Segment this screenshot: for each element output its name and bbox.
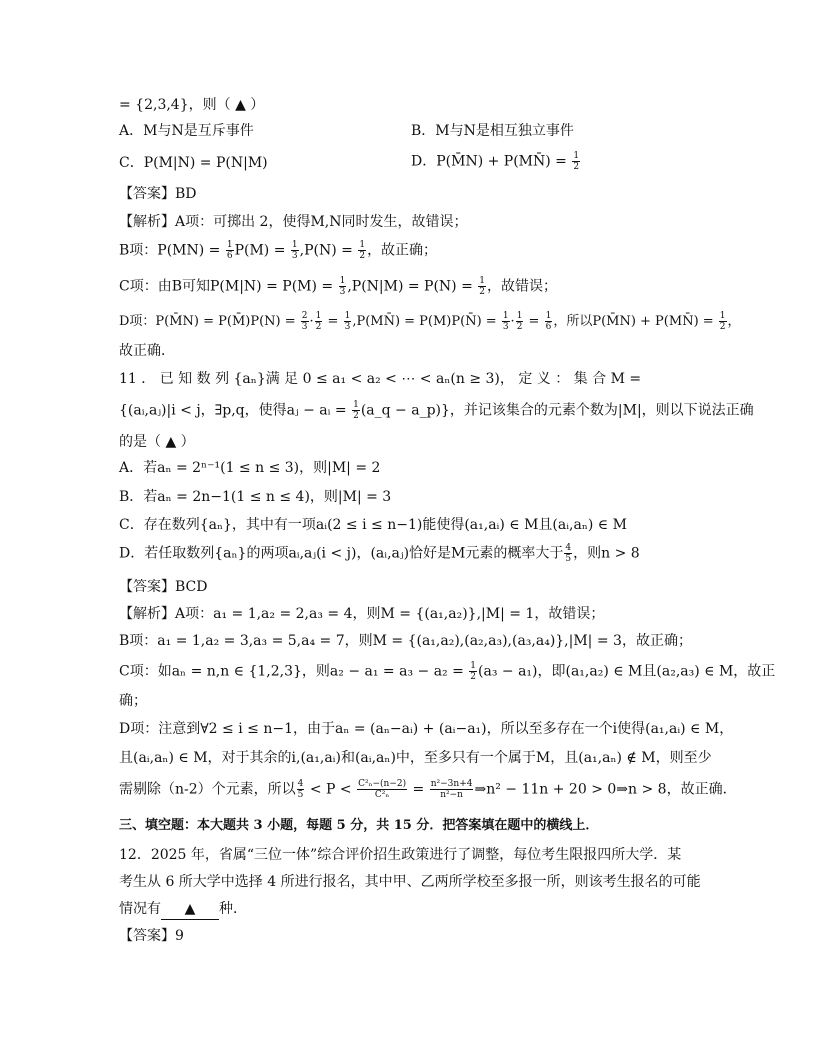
fraction: $\frac{1}{2}$ xyxy=(479,276,486,297)
q10-option-d: D．P(M̄N) + P(MN̄) = $\frac{1}{2}$ xyxy=(411,151,580,172)
q10-solution-conclusion: 故正确． xyxy=(119,343,175,359)
fraction: $\frac{1}{3}$ xyxy=(502,311,509,332)
q10-solution-c: C项：由B可知P(M|N) = P(M) = $\frac{1}{3}$ ,P(N|M) = P(N) = $\frac{1}{2}$ ，故错误； xyxy=(119,276,558,297)
q10-solution-b: B项：P(MN) = $\frac{1}{6}$ P(M) = $\frac{1}{3}$ ,P(N) = $\frac{1}{2}$ ，故正确； xyxy=(119,240,438,261)
q12-stem-line3: 情况有 ▲ 种． xyxy=(119,899,247,920)
q12-stem-line1: 12．2025 年，省属“三位一体”综合评价招生政策进行了调整，每位考生限报四所大学．某 xyxy=(119,847,682,863)
fraction: $\frac{1}{2}$ xyxy=(573,151,580,172)
answer-blank: ▲ xyxy=(161,899,219,920)
q12-stem-line2: 考生从 6 所大学中选择 4 所进行报名，其中甲、乙两所学校至多报一所，则该考生报名的可能 xyxy=(119,874,701,890)
q12-answer: 【答案】9 xyxy=(119,928,184,944)
fraction: $\frac{1}{2}$ xyxy=(353,400,359,421)
q10-answer: 【答案】BD xyxy=(119,186,197,202)
q11-solution-a: 【解析】A项：a₁ = 1,a₂ = 2,a₃ = 4，则M = {(a₁,a₂)},|M| = 1，故错误； xyxy=(119,606,605,622)
q11-option-d: D．若任取数列{aₙ}的两项aᵢ,aⱼ(i < j)，(aᵢ,aⱼ)恰好是M元素的概率大于 $\frac{4}{5}$ ，则n > 8 xyxy=(119,543,640,564)
fraction: $\frac{1}{2}$ xyxy=(315,311,322,332)
q10-option-b: B．M与N是相互独立事件 xyxy=(411,123,574,139)
q11-solution-c-cont: 确； xyxy=(119,693,147,709)
q10-option-c: C．P(M|N) = P(N|M) xyxy=(119,155,268,171)
q11-solution-d-line3: 需剔除（n-2）个元素，所以 $\frac{4}{5}$ < P < $\frac{\text{C²ₙ−(n−2)}}{\text{C²ₙ}}$ = $\frac{\text{n²−3n+4}}{\text{n²−n}}$ ⇒n² − 11n + 20 > 0⇒n > 8，故正确． xyxy=(119,779,737,800)
fraction: $\frac{4}{5}$ xyxy=(565,543,572,564)
q10-option-stem-tail: = {2,3,4}，则（ ▲ ） xyxy=(119,97,265,113)
fraction: $\frac{2}{3}$ xyxy=(301,311,308,332)
q11-stem-line1: 11 ． 已 知 数 列 {aₙ}满 足 0 ≤ a₁ < a₂ < ⋯ < aₙ(n ≥ 3)， 定 义 ： 集 合 M = xyxy=(119,371,642,387)
q11-solution-d-line1: D项：注意到∀2 ≤ i ≤ n−1，由于aₙ = (aₙ−aᵢ) + (aᵢ−a₁)，所以至多存在一个i使得(a₁,aᵢ) ∈ M， xyxy=(119,721,734,737)
q11-stem-line3: 的是（ ▲ ） xyxy=(119,434,195,450)
fraction: $\frac{1}{3}$ xyxy=(291,240,298,261)
q10-solution-d: D项：P(M̄N) = P(M̄)P(N) = $\frac{2}{3}$ · $\frac{1}{2}$ = $\frac{1}{3}$ ,P(MN̄) = P(M)P(N̄) = $\frac{1}{3}$ · $\frac{1}{2}$ = $\frac{1}{6}$ ，所以P(M̄N) + P(MN̄) = $\frac{1}{2}$ ， xyxy=(119,311,741,332)
fraction: $\frac{1}{6}$ xyxy=(226,240,233,261)
fraction: $\frac{1}{2}$ xyxy=(516,311,523,332)
q11-option-b: B．若aₙ = 2n−1(1 ≤ n ≤ 4)，则|M| = 3 xyxy=(119,489,392,505)
q11-option-a: A．若aₙ = 2ⁿ⁻¹(1 ≤ n ≤ 3)，则|M| = 2 xyxy=(119,460,381,476)
fraction: $\frac{1}{2}$ xyxy=(470,661,477,682)
q11-solution-d-line2: 且(aᵢ,aₙ) ∈ M，对于其余的i,(a₁,aᵢ)和(aᵢ,aₙ)中，至多只有一个属于M，且(a₁,aₙ) ∉ M，则至少 xyxy=(119,750,712,766)
q11-answer: 【答案】BCD xyxy=(119,579,208,595)
q11-stem-line2: {(aᵢ,aⱼ)|i < j，∃p,q，使得aⱼ − aᵢ = $\frac{1}{2}$ (a_q − a_p)}，并记该集合的元素个数为|M|，则以下说法正确 xyxy=(119,400,754,421)
fraction: $\frac{1}{6}$ xyxy=(545,311,552,332)
q11-solution-c: C项：如aₙ = n,n ∈ {1,2,3}，则a₂ − a₁ = a₃ − a₂ = $\frac{1}{2}$ (a₃ − a₁)，即(a₁,a₂) ∈ M且(a₂,a₃) ∈ M，故正 xyxy=(119,661,776,682)
fraction: $\frac{1}{2}$ xyxy=(359,240,366,261)
fraction: $\frac{\text{C²ₙ−(n−2)}}{\text{C²ₙ}}$ xyxy=(358,779,407,800)
fraction: $\frac{4}{5}$ xyxy=(297,779,304,800)
fraction: $\frac{\text{n²−3n+4}}{\text{n²−n}}$ xyxy=(430,779,473,800)
q11-solution-b: B项：a₁ = 1,a₂ = 3,a₃ = 5,a₄ = 7，则M = {(a₁,a₂),(a₂,a₃),(a₃,a₄)},|M| = 3，故正确； xyxy=(119,633,692,649)
fraction: $\frac{1}{2}$ xyxy=(719,311,726,332)
q11-option-c: C．存在数列{aₙ}，其中有一项aᵢ(2 ≤ i ≤ n−1)能使得(a₁,aᵢ) ∈ M且(aᵢ,aₙ) ∈ M xyxy=(119,517,627,533)
fraction: $\frac{1}{3}$ xyxy=(344,311,351,332)
q10-solution-a: 【解析】A项：可掷出 2，使得M,N同时发生，故错误； xyxy=(119,214,468,230)
q10-option-a: A．M与N是互斥事件 xyxy=(119,123,254,139)
section-heading-fill-in: 三、填空题：本大题共 3 小题，每题 5 分，共 15 分．把答案填在题中的横线上． xyxy=(119,818,599,833)
fraction: $\frac{1}{3}$ xyxy=(339,276,346,297)
